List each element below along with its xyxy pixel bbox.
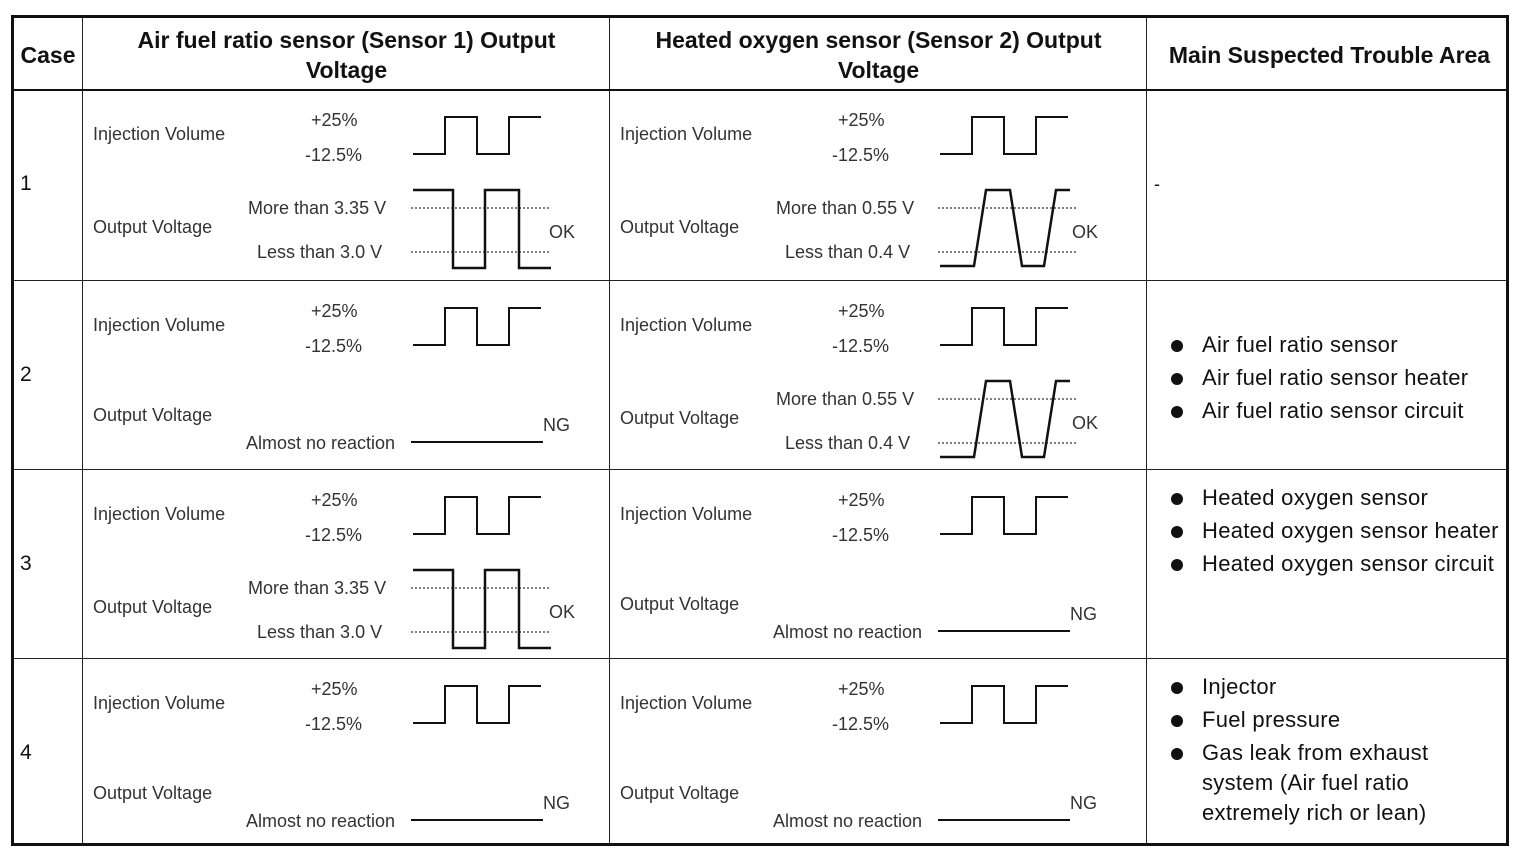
table-row [14,659,1506,847]
ok-label: OK [549,222,576,242]
sensor1-waveform [83,281,609,469]
sensor1-waveform [83,659,609,847]
case-number: 4 [20,741,32,764]
injection-wave-line [940,308,1068,345]
almost-no-reaction-label: Almost no reaction [773,622,923,642]
bullet-icon [1171,682,1183,694]
ng-label: NG [543,415,570,435]
sensor2-waveform [610,281,1136,469]
output-voltage-wave-line [940,381,1070,457]
header-case: Case [20,42,76,68]
injection-wave-line [413,308,541,345]
almost-no-reaction-label: Almost no reaction [773,811,923,831]
no-trouble-dash: - [1154,174,1160,194]
ok-label: OK [1072,222,1099,242]
bullet-icon [1171,748,1183,760]
bullet-icon [1171,526,1183,538]
waveform-svg [610,659,1136,847]
output-voltage-wave-line [413,190,551,268]
almost-no-reaction-label: Almost no reaction [246,433,396,453]
injection-volume-label: Injection Volume [93,693,226,713]
low-threshold-label: Less than 0.4 V [785,433,911,453]
sensor1-waveform [83,90,609,278]
output-voltage-label: Output Voltage [93,597,213,617]
trouble-area-item [1159,705,1504,735]
injection-wave-line [940,686,1068,723]
output-voltage-label: Output Voltage [620,594,740,614]
high-threshold-label: More than 0.55 V [776,198,915,218]
low-threshold-label: Less than 3.0 V [257,622,383,642]
trouble-area-item [1159,738,1504,828]
header-sensor2: Heated oxygen sensor (Sensor 2) Output Voltage [655,27,1102,83]
case-number: 3 [20,552,32,575]
waveform-svg [610,281,1136,469]
almost-no-reaction-label: Almost no reaction [246,811,396,831]
output-voltage-label: Output Voltage [620,408,740,428]
waveform-svg [83,659,609,847]
high-threshold-label: More than 3.35 V [248,198,387,218]
case-number: 1 [20,172,32,195]
trouble-area-text: Air fuel ratio sensor [1202,332,1398,357]
plus-25-label: +25% [838,679,885,699]
sensor2-waveform [610,90,1136,278]
table-row [14,281,1506,469]
output-voltage-label: Output Voltage [620,217,740,237]
diagnosis-table [11,15,1509,846]
sensor1-waveform [83,470,609,658]
high-threshold-label: More than 0.55 V [776,389,915,409]
plus-25-label: +25% [311,301,358,321]
bullet-icon [1171,373,1183,385]
header-trouble-area: Main Suspected Trouble Area [1168,42,1491,68]
injection-volume-label: Injection Volume [93,124,226,144]
bullet-icon [1171,340,1183,352]
trouble-area-item [1159,672,1504,702]
table-row [14,90,1506,278]
minus-12-5-label: -12.5% [305,714,363,734]
output-voltage-label: Output Voltage [93,217,213,237]
trouble-area-item [1159,363,1504,393]
trouble-area-text: Injector [1202,674,1277,699]
injection-wave-line [413,117,541,154]
injection-wave-line [940,117,1068,154]
high-threshold-label: More than 3.35 V [248,578,387,598]
minus-12-5-label: -12.5% [305,525,363,545]
injection-volume-label: Injection Volume [620,693,753,713]
plus-25-label: +25% [311,490,358,510]
bullet-icon [1171,715,1183,727]
low-threshold-label: Less than 0.4 V [785,242,911,262]
trouble-area-item [1159,330,1504,360]
trouble-area-list [1159,330,1504,429]
minus-12-5-label: -12.5% [305,145,363,165]
waveform-svg [83,281,609,469]
trouble-area-item [1159,516,1504,546]
minus-12-5-label: -12.5% [305,336,363,356]
trouble-area-item [1159,483,1504,513]
injection-volume-label: Injection Volume [620,504,753,524]
trouble-area-text: Heated oxygen sensor [1202,485,1429,510]
output-voltage-label: Output Voltage [620,783,740,803]
case-number: 2 [20,363,32,386]
low-threshold-label: Less than 3.0 V [257,242,383,262]
waveform-svg [610,470,1136,658]
trouble-area-item [1159,396,1504,426]
bullet-icon [1171,406,1183,418]
injection-wave-line [940,497,1068,534]
trouble-area-item [1159,549,1504,579]
waveform-svg [83,90,609,278]
minus-12-5-label: -12.5% [832,525,890,545]
ok-label: OK [1072,413,1099,433]
output-voltage-wave-line [940,190,1070,266]
bullet-icon [1171,559,1183,571]
ng-label: NG [543,793,570,813]
minus-12-5-label: -12.5% [832,145,890,165]
bullet-icon [1171,493,1183,505]
plus-25-label: +25% [838,110,885,130]
trouble-area-text: Air fuel ratio sensor heater [1202,365,1469,390]
plus-25-label: +25% [311,679,358,699]
sensor2-waveform [610,470,1136,658]
trouble-area-text: Gas leak from exhaust system (Air fuel ratio extremely rich or lean) [1202,740,1429,825]
plus-25-label: +25% [838,301,885,321]
trouble-area-list [1159,483,1504,582]
output-voltage-label: Output Voltage [93,783,213,803]
plus-25-label: +25% [311,110,358,130]
plus-25-label: +25% [838,490,885,510]
ok-label: OK [549,602,576,622]
table-row [14,470,1506,658]
ng-label: NG [1070,604,1097,624]
injection-wave-line [413,497,541,534]
injection-wave-line [413,686,541,723]
injection-volume-label: Injection Volume [93,315,226,335]
injection-volume-label: Injection Volume [93,504,226,524]
header-sensor1: Air fuel ratio sensor (Sensor 1) Output Voltage [137,27,556,83]
waveform-svg [83,470,609,658]
minus-12-5-label: -12.5% [832,336,890,356]
trouble-area-text: Heated oxygen sensor heater [1202,518,1499,543]
trouble-area-list [1159,672,1504,831]
sensor2-waveform [610,659,1136,847]
injection-volume-label: Injection Volume [620,124,753,144]
injection-volume-label: Injection Volume [620,315,753,335]
output-voltage-wave-line [413,570,551,648]
trouble-area-text: Heated oxygen sensor circuit [1202,551,1495,576]
output-voltage-label: Output Voltage [93,405,213,425]
minus-12-5-label: -12.5% [832,714,890,734]
ng-label: NG [1070,793,1097,813]
waveform-svg [610,90,1136,278]
trouble-area-text: Fuel pressure [1202,707,1341,732]
trouble-area-text: Air fuel ratio sensor circuit [1202,398,1464,423]
